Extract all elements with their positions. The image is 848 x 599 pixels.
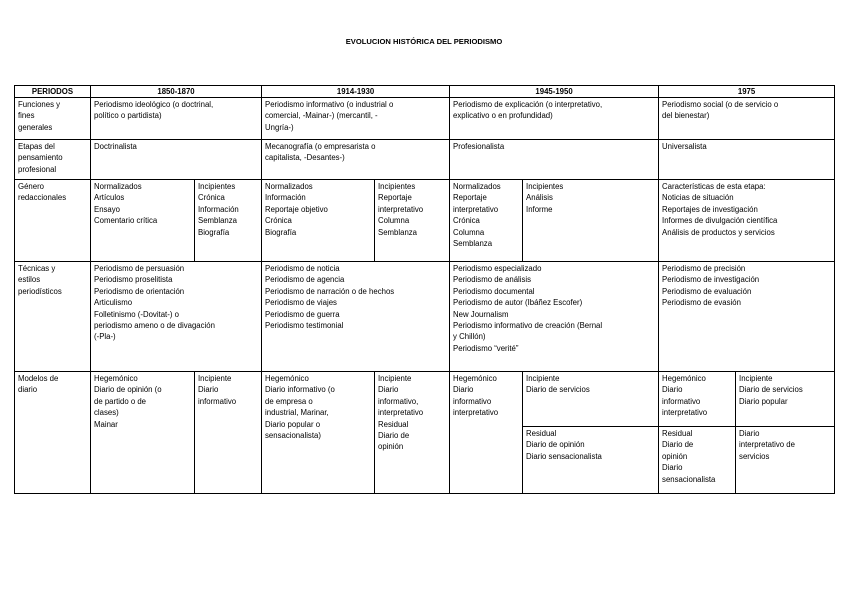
cell-genero-1914-incipientes: Incipientes Reportaje interpretativo Columna Semblanza <box>375 180 450 262</box>
row-label-etapas: Etapas del pensamiento profesional <box>15 140 91 180</box>
cell-etapas-1975: Universalista <box>659 140 835 180</box>
cell-genero-1850-normalizados: Normalizados Artículos Ensayo Comentario crítica <box>91 180 195 262</box>
row-modelos-top <box>15 372 835 427</box>
header-1850-1870: 1850-1870 <box>91 86 262 98</box>
cell-modelos-1914-incipiente: Incipiente Diario informativo, interpretativo Residual Diario de opinión <box>375 372 450 494</box>
cell-modelos-1945-incipiente: Incipiente Diario de servicios <box>523 372 659 427</box>
cell-funciones-1850: Periodismo ideológico (o doctrinal, político o partidista) <box>91 98 262 140</box>
cell-tecnicas-1850: Periodismo de persuasión Periodismo proselitista Periodismo de orientación Articulismo Folletinismo (-Dovitat-) o periodismo ameno o de divagación (-Pla-) <box>91 262 262 372</box>
header-row <box>15 86 835 98</box>
cell-genero-1914-normalizados: Normalizados Información Reportaje objetivo Crónica Biografía <box>262 180 375 262</box>
cell-tecnicas-1975: Periodismo de precisión Periodismo de investigación Periodismo de evaluación Periodismo de evasión <box>659 262 835 372</box>
cell-modelos-1945-residual: Residual Diario de opinión Diario sensacionalista <box>523 427 659 494</box>
row-tecnicas <box>15 262 835 372</box>
page-title: EVOLUCION HISTÓRICA DEL PERIODISMO <box>345 37 503 46</box>
periodismo-table <box>14 85 835 494</box>
cell-etapas-1945: Profesionalista <box>450 140 659 180</box>
cell-genero-1975: Características de esta etapa: Noticias de situación Reportajes de investigación Informes de divulgación científica Análisis de productos y servicios <box>659 180 835 262</box>
header-periodos: PERIODOS <box>15 86 91 98</box>
cell-funciones-1945: Periodismo de explicación (o interpretativo, explicativo o en profundidad) <box>450 98 659 140</box>
header-1914-1930: 1914-1930 <box>262 86 450 98</box>
cell-modelos-1914-hegemonico: Hegemónico Diario informativo (o de empresa o industrial, Marinar, Diario popular o sensacionalista) <box>262 372 375 494</box>
header-1975: 1975 <box>659 86 835 98</box>
cell-modelos-1975-residual: Residual Diario de opinión Diario sensacionalista <box>659 427 736 494</box>
cell-modelos-1975-servicios: Diario interpretativo de servicios <box>736 427 835 494</box>
cell-modelos-1945-hegemonico: Hegemónico Diario informativo interpretativo <box>450 372 523 494</box>
cell-etapas-1850: Doctrinalista <box>91 140 262 180</box>
row-label-genero: Género redaccionales <box>15 180 91 262</box>
cell-tecnicas-1914: Periodismo de noticia Periodismo de agencia Periodismo de narración o de hechos Periodismo de viajes Periodismo de guerra Periodismo testimonial <box>262 262 450 372</box>
row-label-modelos: Modelos de diario <box>15 372 91 494</box>
cell-modelos-1975-incipiente: Incipiente Diario de servicios Diario popular <box>736 372 835 427</box>
cell-etapas-1914: Mecanografía (o empresarista o capitalista, -Desantes-) <box>262 140 450 180</box>
cell-funciones-1914: Periodismo informativo (o industrial o comercial, -Mainar-) (mercantil, - Ungría-) <box>262 98 450 140</box>
header-1945-1950: 1945-1950 <box>450 86 659 98</box>
cell-modelos-1850-incipiente: Incipiente Diario informativo <box>195 372 262 494</box>
row-label-tecnicas: Técnicas y estilos periodísticos <box>15 262 91 372</box>
row-genero <box>15 180 835 262</box>
cell-genero-1945-incipientes: Incipientes Análisis Informe <box>523 180 659 262</box>
row-funciones <box>15 98 835 140</box>
cell-genero-1850-incipientes: Incipientes Crónica Información Semblanza Biografía <box>195 180 262 262</box>
cell-tecnicas-1945: Periodismo especializado Periodismo de análisis Periodismo documental Periodismo de autor (Ibáñez Escofer) New Journalism Periodismo informativo de creación (Bernal y Chillón) Periodismo “verité” <box>450 262 659 372</box>
row-etapas <box>15 140 835 180</box>
cell-modelos-1975-hegemonico: Hegemónico Diario informativo interpretativo <box>659 372 736 427</box>
row-label-funciones: Funciones y fines generales <box>15 98 91 140</box>
cell-modelos-1850-hegemonico: Hegemónico Diario de opinión (o de partido o de clases) Mainar <box>91 372 195 494</box>
cell-funciones-1975: Periodismo social (o de servicio o del bienestar) <box>659 98 835 140</box>
cell-genero-1945-normalizados: Normalizados Reportaje interpretativo Crónica Columna Semblanza <box>450 180 523 262</box>
